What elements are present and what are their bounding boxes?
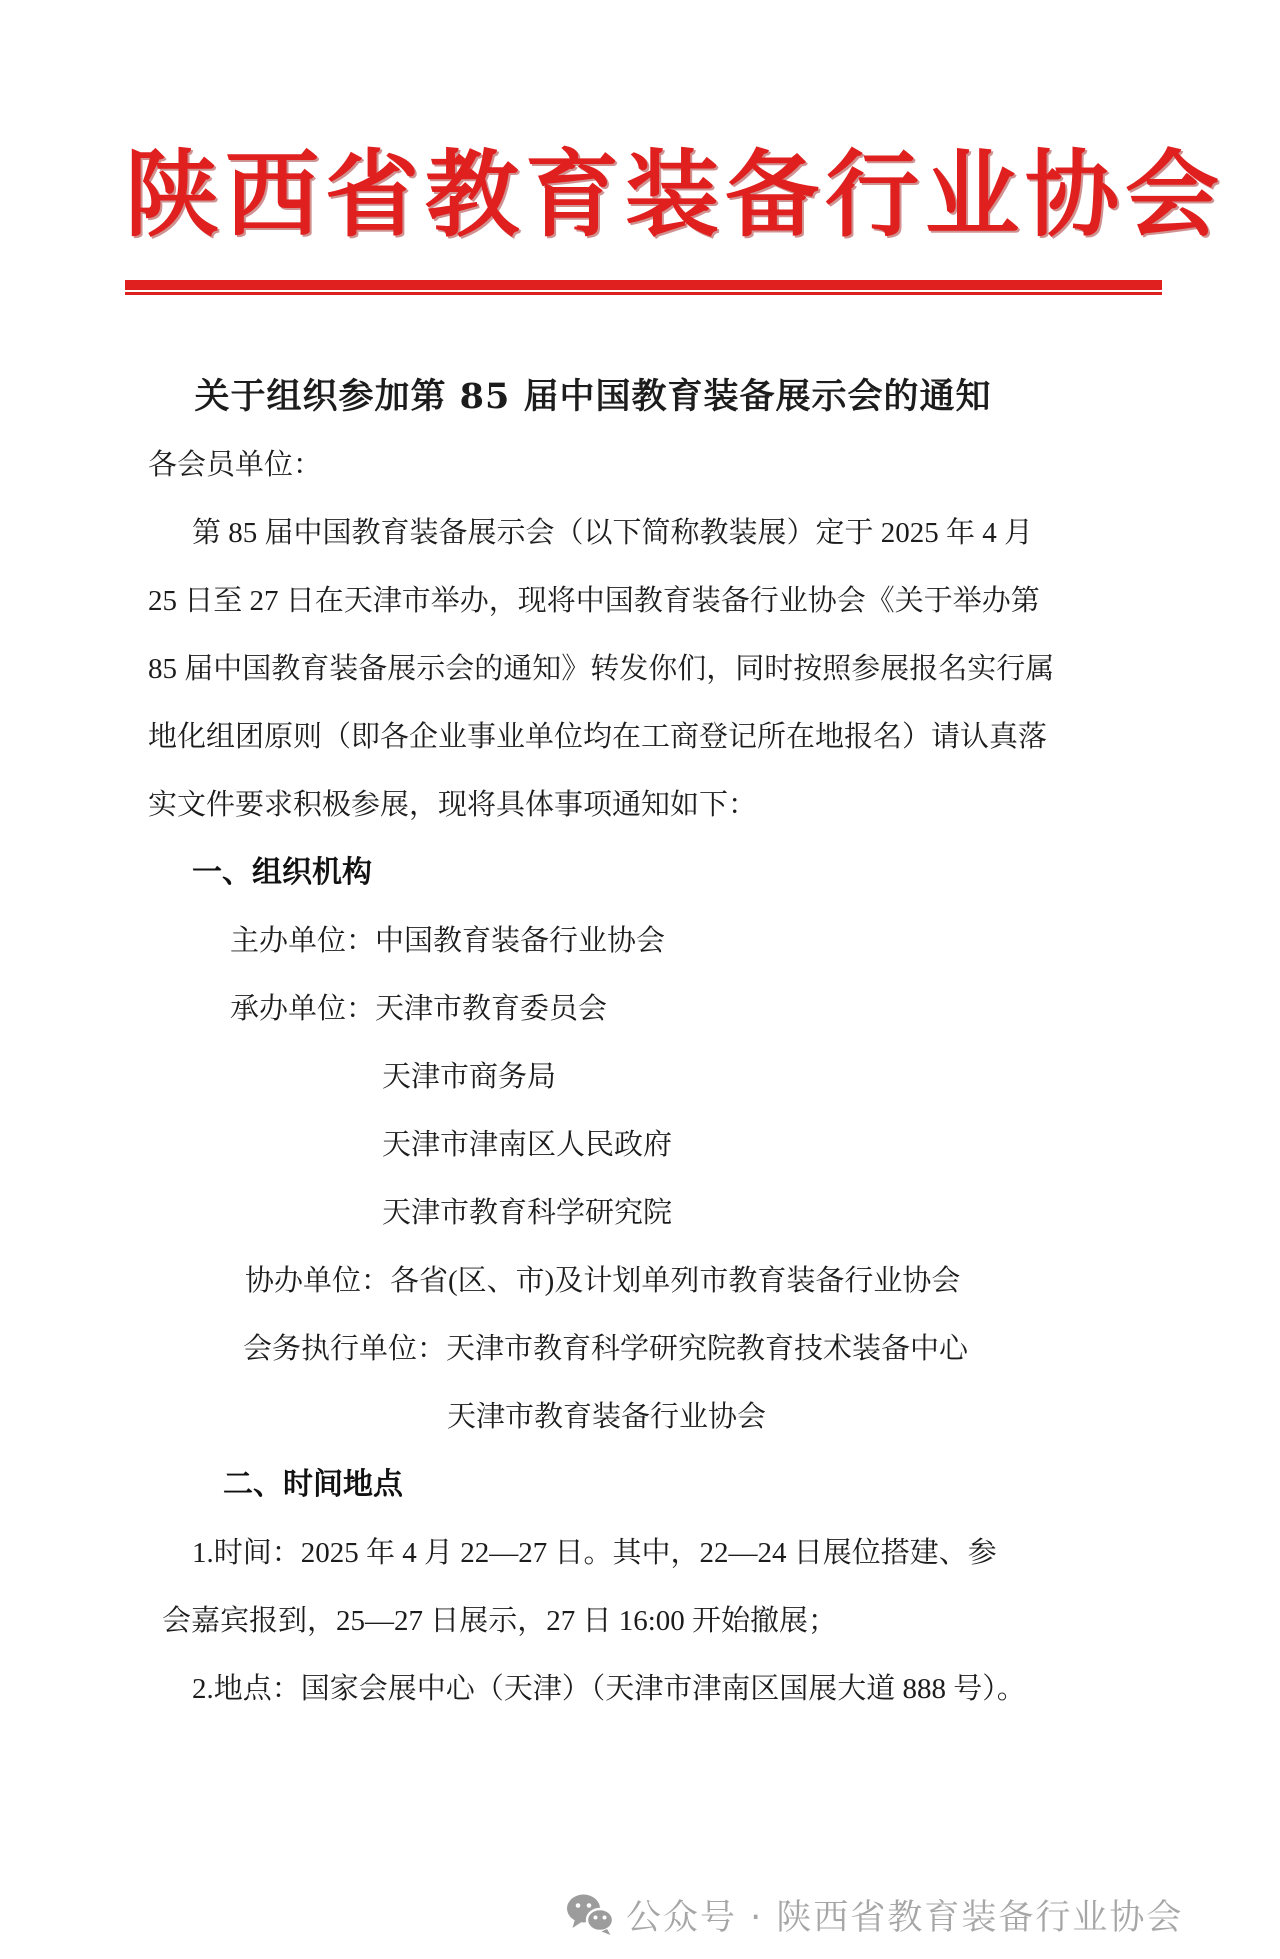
executive-unit-line: 会务执行单位：天津市教育科学研究院教育技术装备中心 xyxy=(243,1333,969,1365)
undertaker-line: 天津市商务局 xyxy=(382,1061,557,1093)
footer-label: 公众号 · 陕西省教育装备行业协会 xyxy=(626,1898,1184,1938)
paragraph-line: 第 85 届中国教育装备展示会（以下简称教装展）定于 2025 年 4 月 xyxy=(192,517,1034,549)
wechat-footer xyxy=(566,1890,1183,1940)
undertaker-line: 天津市教育科学研究院 xyxy=(382,1197,673,1229)
wechat-icon xyxy=(566,1893,614,1937)
org-masthead-title: 陕西省教育装备行业协会 xyxy=(125,140,1226,250)
time-line: 1.时间：2025 年 4 月 22—27 日。其中，22—24 日展位搭建、参 xyxy=(192,1537,997,1569)
document-title: 关于组织参加第 85 届中国教育装备展示会的通知 xyxy=(194,376,992,417)
paragraph-line: 地化组团原则（即各企业事业单位均在工商登记所在地报名）请认真落 xyxy=(148,721,1048,753)
time-line: 会嘉宾报到，25—27 日展示，27 日 16:00 开始撤展； xyxy=(162,1605,838,1637)
section-2-heading: 二、时间地点 xyxy=(223,1467,403,1502)
section-1-heading: 一、组织机构 xyxy=(192,855,372,890)
notice-document xyxy=(148,363,1055,1723)
masthead-rule-thick xyxy=(125,280,1162,290)
co-organizer-line: 协办单位：各省(区、市)及计划单列市教育装备行业协会 xyxy=(245,1265,961,1297)
masthead-rule-thin xyxy=(125,292,1162,295)
undertaker-line: 天津市津南区人民政府 xyxy=(382,1129,673,1161)
undertaker-line: 承办单位：天津市教育委员会 xyxy=(230,993,608,1025)
paragraph-line: 实文件要求积极参展，现将具体事项通知如下： xyxy=(148,789,758,821)
location-line: 2.地点：国家会展中心（天津）（天津市津南区国展大道 888 号）。 xyxy=(192,1673,1026,1705)
masthead xyxy=(125,140,1226,250)
salutation-line: 各会员单位： xyxy=(148,449,323,481)
paragraph-line: 85 届中国教育装备展示会的通知》转发你们，同时按照参展报名实行属 xyxy=(148,653,1055,685)
organizer-line: 主办单位：中国教育装备行业协会 xyxy=(230,925,666,957)
paragraph-line: 25 日至 27 日在天津市举办，现将中国教育装备行业协会《关于举办第 xyxy=(148,585,1040,617)
executive-unit-line: 天津市教育装备行业协会 xyxy=(447,1401,767,1433)
